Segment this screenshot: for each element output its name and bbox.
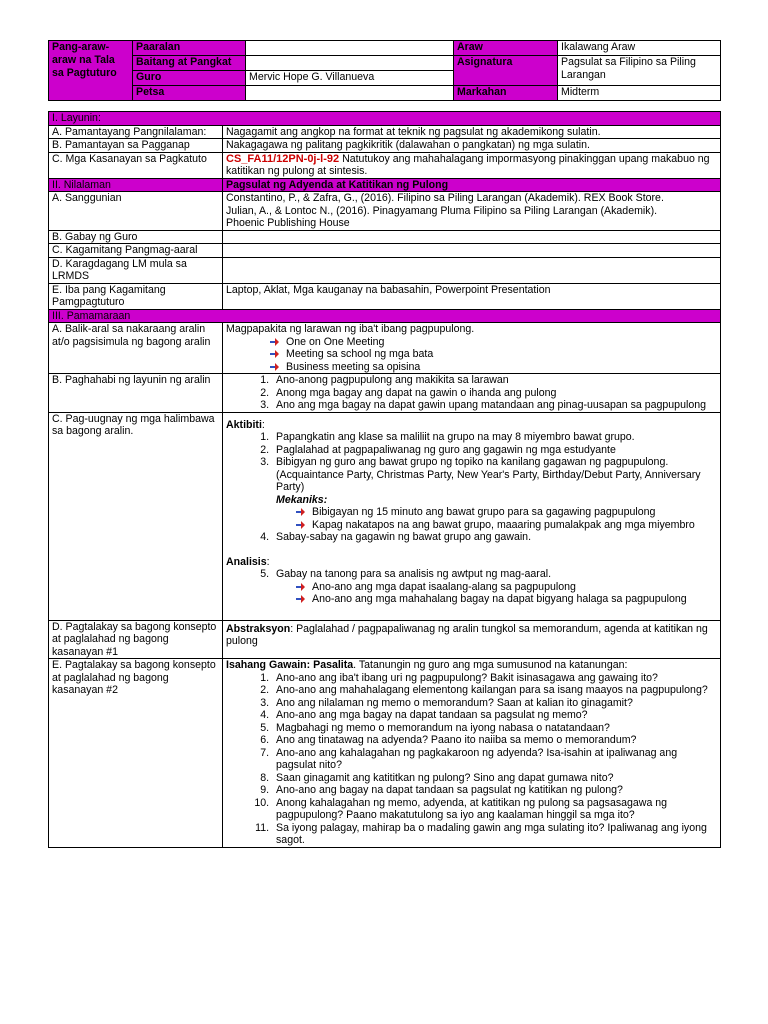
bullet-icon <box>270 350 279 358</box>
row-value-kagamitang-pangmag-aaral <box>223 244 721 258</box>
row-value-iba-pang-kagamitan: Laptop, Aklat, Mga kauganay na babasahin, Powerpoint Presentation <box>223 283 721 309</box>
row-label-paghahabi: B. Paghahabi ng layunin ng aralin <box>49 374 223 413</box>
value-markahan: Midterm <box>558 86 721 101</box>
row-value-pamantayan-pagganap: Nakagagawa ng palitang pagkikritik (dalawahan o pangkatan) ng mga sulatin. <box>223 139 721 153</box>
list-item: 2. Ano-ano ang mahahalagang elementong kailangan para sa isang maayos na pagpupulong? <box>272 684 717 697</box>
row-value-sanggunian <box>223 192 721 231</box>
bullet-icon <box>296 583 305 591</box>
bullet-icon <box>296 508 305 516</box>
isahang-gawain-heading: Isahang Gawain: Pasalita <box>226 659 354 671</box>
row-label-pagtalakay-2: E. Pagtalakay sa bagong konsepto at paglalahad ng bagong kasanayan #2 <box>49 659 223 848</box>
balik-aral-intro: Magpapakita ng larawan ng iba't ibang pagpupulong. <box>226 323 475 335</box>
label-markahan: Markahan <box>454 86 558 101</box>
value-asignatura: Pagsulat sa Filipino sa Piling Larangan <box>558 56 721 86</box>
list-item: Business meeting sa opisina <box>270 361 717 374</box>
list-item: 3. Bibigyan ng guro ang bawat grupo ng topiko na kanilang gagawan ng pagpupulong. (Acquaintance Party, Christmas Party, New Year's Party, Birthday/Debut Party, Anniversary Party) <box>272 456 717 494</box>
list-item: Kapag nakatapos na ang bawat grupo, maaaring pumalakpak ang mga miyembro <box>296 519 717 532</box>
aktibiti-heading: Aktibiti <box>226 418 262 431</box>
list-item: 11. Sa iyong palagay, mahirap ba o madaling gawin ang mga sulating ito? Ipaliwanag ang iyong sagot. <box>272 822 717 847</box>
analisis-heading: Analisis <box>226 555 267 568</box>
list-item: 9. Ano-ano ang bagay na dapat tandaan sa pagsulat ng katitikan ng pulong? <box>272 784 717 797</box>
bullet-icon <box>296 521 305 529</box>
row-label-pamantayang-pangnilalaman: A. Pamantayang Pangnilalaman: <box>49 125 223 139</box>
row-value-pamantayang-pangnilalaman: Nagagamit ang angkop na format at teknik ng pagsulat ng akademikong sulatin. <box>223 125 721 139</box>
reference-line: Phoenic Publishing House <box>226 217 350 229</box>
list-item: One on One Meeting <box>270 336 717 349</box>
row-value-kasanayan <box>223 152 721 178</box>
header-table <box>48 40 721 101</box>
analisis-list <box>226 568 717 581</box>
list-item: 4. Sabay-sabay na gagawin ng bawat grupo ang gawain. <box>272 531 717 544</box>
bullet-icon <box>296 595 305 603</box>
row-label-pagtalakay-1: D. Pagtalakay sa bagong konsepto at paglalahad ng bagong kasanayan #1 <box>49 620 223 659</box>
label-petsa: Petsa <box>133 86 246 101</box>
list-item: 3. Ano ang nilalaman ng memo o memorandum? Saan at kalian ito ginagamit? <box>272 697 717 710</box>
row-label-gabay-guro: B. Gabay ng Guro <box>49 230 223 244</box>
value-baitang <box>246 56 454 71</box>
list-item: Ano-ano ang mga mahahalang bagay na dapat bigyang halaga sa pagpupulong <box>296 593 717 606</box>
section-nilalaman-content: Pagsulat ng Adyenda at Katitikan ng Pulong <box>223 178 721 192</box>
section-pamamaraan-title: III. Pamamaraan <box>49 309 721 323</box>
mekaniks-list <box>226 506 717 531</box>
bullet-icon <box>270 338 279 346</box>
list-item: 5. Magbahagi ng memo o memorandum na iyong nabasa o natatandaan? <box>272 722 717 735</box>
list-item: 1. Papangkatin ang klase sa maliliit na grupo na may 8 miyembro bawat grupo. <box>272 431 717 444</box>
list-item: 8. Saan ginagamit ang katititkan ng pulong? Sino ang dapat gumawa nito? <box>272 772 717 785</box>
reference-line: Julian, A., & Lontoc N., (2016). Pinagyamang Pluma Filipino sa Piling Larangan (Akademik). <box>226 204 658 217</box>
row-value-pag-uugnay: Aktibiti: 1. Papangkatin ang klase sa maliliit na grupo na may 8 miyembro bawat grupo. 2. Paglalahad at pagpapaliwanag ng guro ang gagawin ng mga estudyante 3. Bibigyan ng guro ang bawat grupo ng topiko na kanilang gagawan ng pagpupulong. (Acquaintance Party, Christmas Party, New Year's Party, Birthday/Debut Party, Anniversary Party) Mekaniks: Bibigayan ng 15 minuto ang bawat grupo para sa gagawing pagpupulong Kapag nakatapos na ang bawat grupo, maaaring pumalakpak ang mga miyembro 4. Sabay-sabay na gagawin ng bawat grupo ang gawain. Analisis: 5. Gabay na tanong para sa analisis ng awtput ng mag-aaral. Ano-ano ang mga dapat isaalang-alang sa pagpupulong Ano-ano ang mga mahahalang bagay na dapat bigyang halaga sa pagpupulong <box>223 412 721 620</box>
list-item: 4. Ano-ano ang mga bagay na dapat tandaan sa pagsulat ng memo? <box>272 709 717 722</box>
competency-code: CS_FA11/12PN-0j-l-92 <box>226 152 340 165</box>
section-layunin-title: I. Layunin: <box>49 112 721 126</box>
row-label-iba-pang-kagamitan: E. Iba pang Kagamitang Pamgpagtuturo <box>49 283 223 309</box>
list-item: 7. Ano-ano ang kahalagahan ng pagkakaroon ng adyenda? Isa-isahin at ipaliwanag ang pagsulat nito? <box>272 747 717 772</box>
list-item: 6. Ano ang tinatawag na adyenda? Paano ito naiiba sa memo o memorandum? <box>272 734 717 747</box>
pasalita-questions <box>226 672 717 847</box>
row-value-lrmds <box>223 257 721 283</box>
row-value-paghahabi <box>223 374 721 413</box>
paghahabi-list <box>226 374 717 412</box>
list-item: 2. Anong mga bagay ang dapat na gawin o ihanda ang pulong <box>272 387 717 400</box>
value-araw: Ikalawang Araw <box>558 41 721 56</box>
competency-text: Natutukoy ang mahahalagang impormasyong pinakinggan upang makabuo ng katitikan ng pulong at sintesis. <box>226 152 710 177</box>
list-item: Ano-ano ang mga dapat isaalang-alang sa pagpupulong <box>296 581 717 594</box>
reference-line: Constantino, P., & Zafra, G., (2016). Filipino sa Piling Larangan (Akademik). REX Book Store. <box>226 192 664 204</box>
abstraksyon-heading: Abstraksyon <box>226 622 291 635</box>
row-value-gabay-guro <box>223 230 721 244</box>
aktibiti-list-continued <box>226 531 717 544</box>
row-label-pag-uugnay: C. Pag-uugnay ng mga halimbawa sa bagong aralin. <box>49 412 223 620</box>
lesson-table <box>48 111 721 848</box>
row-label-lrmds: D. Karagdagang LM mula sa LRMDS <box>49 257 223 283</box>
list-item: 3. Ano ang mga bagay na dapat gawin upang matandaan ang pinag-uusapan sa pagpupulong <box>272 399 717 412</box>
label-asignatura: Asignatura <box>454 56 558 86</box>
row-label-kagamitang-pangmag-aaral: C. Kagamitang Pangmag-aaral <box>49 244 223 258</box>
isahang-gawain-intro: . Tatanungin ng guro ang mga sumusunod na katanungan: <box>353 659 628 671</box>
row-label-balik-aral: A. Balik-aral sa nakaraang aralin at/o pagsisimula ng bagong aralin <box>49 323 223 374</box>
value-petsa <box>246 86 454 101</box>
mekaniks-heading: Mekaniks: <box>276 493 328 506</box>
value-paaralan <box>246 41 454 56</box>
list-item: 1. Ano-anong pagpupulong ang makikita sa larawan <box>272 374 717 387</box>
aktibiti-list <box>226 431 717 494</box>
bullet-icon <box>270 363 279 371</box>
value-guro: Mervic Hope G. Villanueva <box>246 71 454 86</box>
row-value-balik-aral <box>223 323 721 374</box>
list-item: 5. Gabay na tanong para sa analisis ng awtput ng mag-aaral. <box>272 568 717 581</box>
abstraksyon-text: : Paglalahad / pagpapaliwanag ng aralin tungkol sa memorandum, agenda at katitikan ng pulong <box>226 622 708 647</box>
row-value-pagtalakay-1 <box>223 620 721 659</box>
header-left-label: Pang-araw-araw na Tala sa Pagtuturo <box>49 41 133 101</box>
list-item: Bibigayan ng 15 minuto ang bawat grupo para sa gagawing pagpupulong <box>296 506 717 519</box>
label-paaralan: Paaralan <box>133 41 246 56</box>
row-label-pamantayan-pagganap: B. Pamantayan sa Pagganap <box>49 139 223 153</box>
analisis-questions <box>226 581 717 606</box>
label-baitang: Baitang at Pangkat <box>133 56 246 71</box>
meeting-list <box>226 336 717 374</box>
list-item: Meeting sa school ng mga bata <box>270 348 717 361</box>
list-item: 10. Anong kahalagahan ng memo, adyenda, at katitikan ng pulong sa pagsasagawa ng pagpupulong? Paano makatutulong sa iyo ang kaalaman hinggil sa mga ito? <box>272 797 717 822</box>
row-label-sanggunian: A. Sanggunian <box>49 192 223 231</box>
list-item: 1. Ano-ano ang iba't ibang uri ng pagpupulong? Bakit isinasagawa ang gawaing ito? <box>272 672 717 685</box>
label-araw: Araw <box>454 41 558 56</box>
section-nilalaman-title: II. Nilalaman <box>49 178 223 192</box>
row-value-pagtalakay-2 <box>223 659 721 848</box>
list-item: 2. Paglalahad at pagpapaliwanag ng guro ang gagawin ng mga estudyante <box>272 444 717 457</box>
label-guro: Guro <box>133 71 246 86</box>
row-label-kasanayan: C. Mga Kasanayan sa Pagkatuto <box>49 152 223 178</box>
